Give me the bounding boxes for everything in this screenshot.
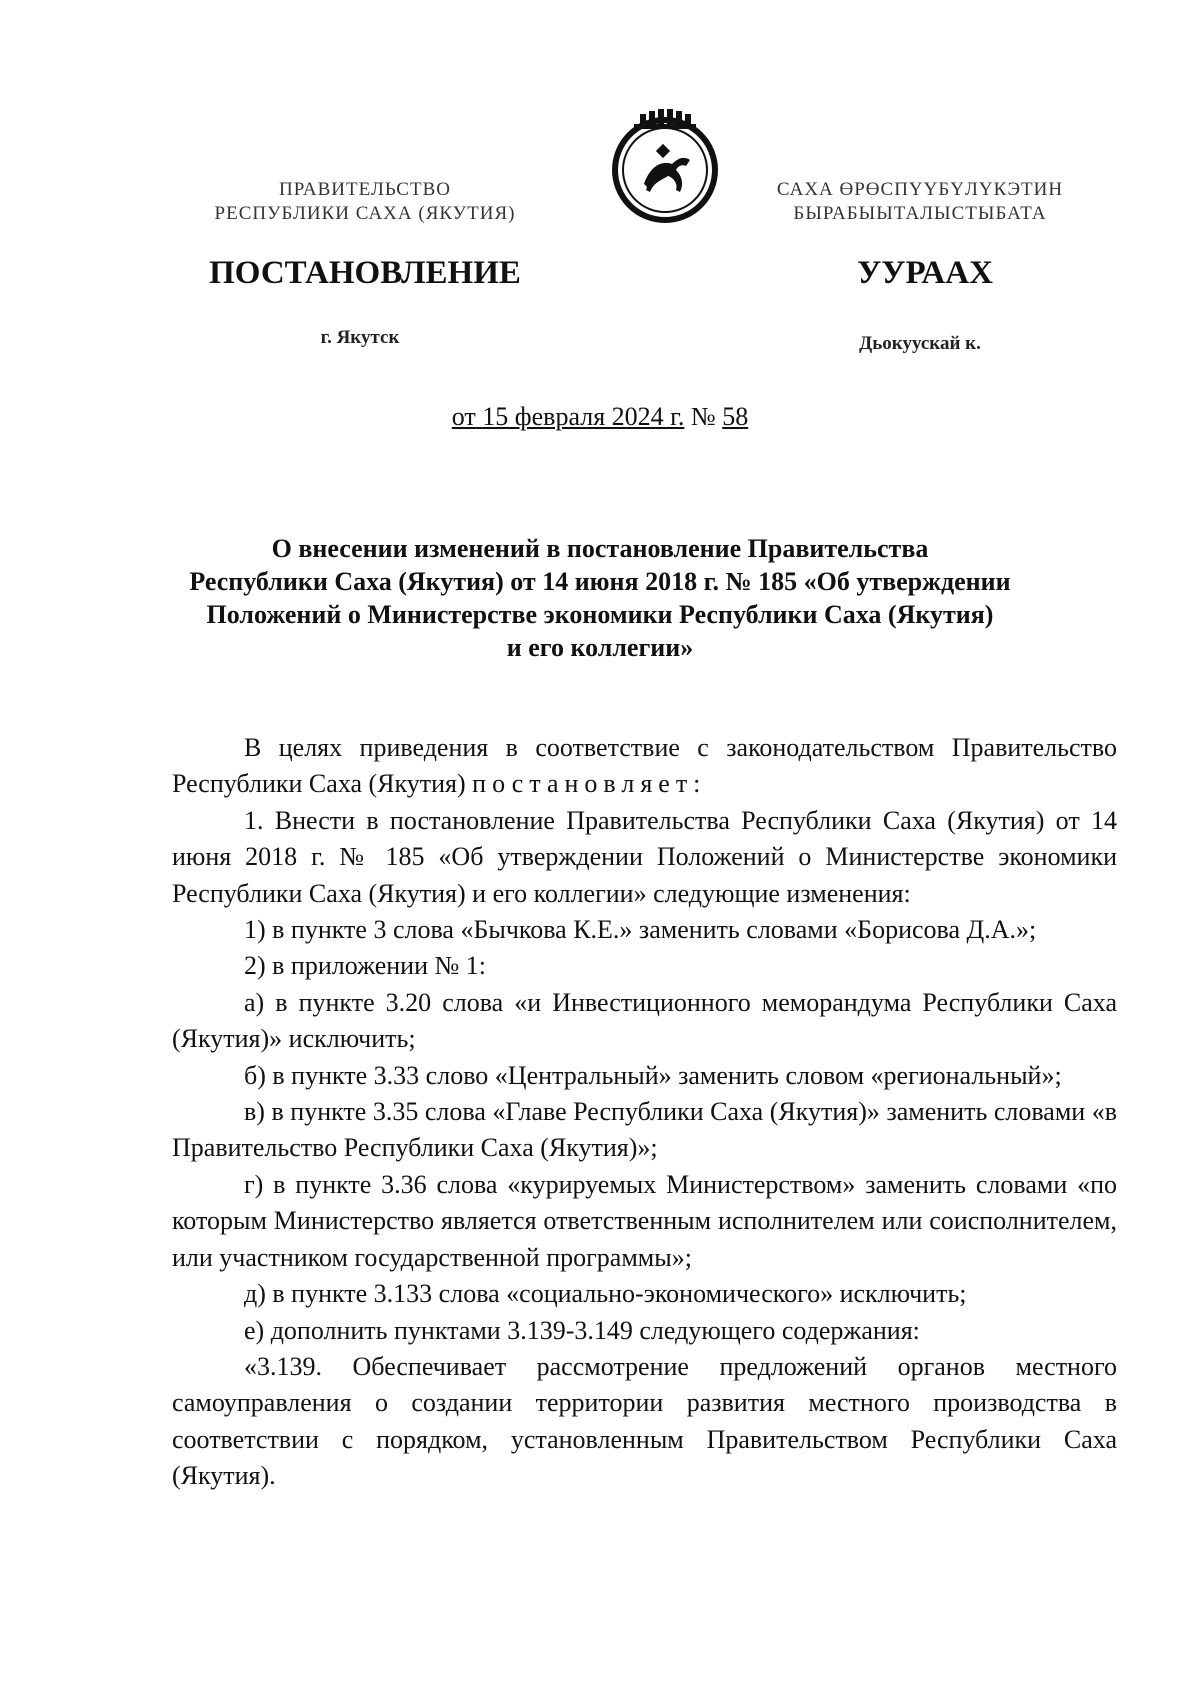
place-sah: Дьокуускай к.	[859, 333, 981, 354]
paragraph-5: б) в пункте 3.33 слово «Центральный» заменить словом «региональный»;	[244, 1060, 1062, 1090]
paragraph-7: г) в пункте 3.36 слова «курируемых Министерством» заменить словами «по которым Министерство является ответственным исполнителем или соисполнителем, или участником государственной программы»;	[172, 1169, 1117, 1272]
paragraph-9: е) дополнить пунктами 3.139-3.149 следующего содержания:	[244, 1315, 920, 1345]
title-line-4: и его коллегии»	[506, 633, 694, 662]
decree-number: 58	[722, 402, 749, 431]
issuer-line-2: РЕСПУБЛИКИ САХА (ЯКУТИЯ)	[214, 203, 516, 224]
intro-text: В целях приведения в соответствие с законодательством Правительство Республики Саха (Якутия)	[172, 733, 1117, 799]
decree-body	[172, 730, 1117, 1495]
paragraph-8: д) в пункте 3.133 слова «социально-экономического» исключить;	[244, 1279, 967, 1309]
title-line-3: Положений о Министерстве экономики Республики Саха (Якутия)	[206, 600, 994, 629]
issuer-line-2-sah: БЫРАБЫЫТАЛЫСТЫБАТА	[793, 203, 1047, 224]
paragraph-1: 1. Внести в постановление Правительства Республики Саха (Якутия) от 14 июня 2018 г. № 185 «Об утверждении Положений о Министерстве экономики Республики Саха (Якутия) и его коллегии» следующие изменения:	[172, 805, 1117, 908]
issuer-header-sah	[730, 178, 1110, 226]
doc-type-sah: УУРААХ	[857, 255, 993, 291]
number-sign: №	[690, 402, 716, 431]
coat-of-arms-emblem-icon	[606, 108, 724, 226]
title-line-2: Республики Саха (Якутия) от 14 июня 2018 г. № 185 «Об утверждении	[189, 567, 1011, 596]
date-prefix: от	[451, 402, 476, 431]
title-line-1: О внесении изменений в постановление Правительства	[271, 534, 929, 563]
place-ru: г. Якутск	[320, 327, 400, 348]
decree-date-number	[300, 402, 900, 432]
paragraph-2: 1) в пункте 3 слова «Бычкова К.Е.» заменить словами «Борисова Д.А.»;	[244, 915, 1037, 945]
paragraph-3: 2) в приложении № 1:	[244, 951, 487, 981]
paragraph-10: «3.139. Обеспечивает рассмотрение предложений органов местного самоуправления о создании территории развития местного производства в соответствии с порядком, установленным Правительством Республики Саха (Якутия).	[172, 1351, 1117, 1491]
issuer-header-ru	[170, 178, 560, 226]
intro-paragraph	[172, 730, 1117, 803]
decree-title	[160, 532, 1040, 664]
decree-word: постановляет:	[472, 769, 707, 799]
issuer-line-1: ПРАВИТЕЛЬСТВО	[279, 179, 451, 200]
paragraph-6: в) в пункте 3.35 слова «Главе Республики Саха (Якутия)» заменить словами «в Правительство Республики Саха (Якутия)»;	[172, 1097, 1117, 1163]
paragraph-4: а) в пункте 3.20 слова «и Инвестиционного меморандума Республики Саха (Якутия)» исключить;	[172, 987, 1117, 1054]
decree-date: 15 февраля 2024 г.	[482, 402, 685, 431]
doc-type-ru: ПОСТАНОВЛЕНИЕ	[209, 255, 521, 291]
issuer-line-1-sah: САХА ӨРӨСПҮҮБҮЛҮКЭТИН	[776, 179, 1064, 200]
